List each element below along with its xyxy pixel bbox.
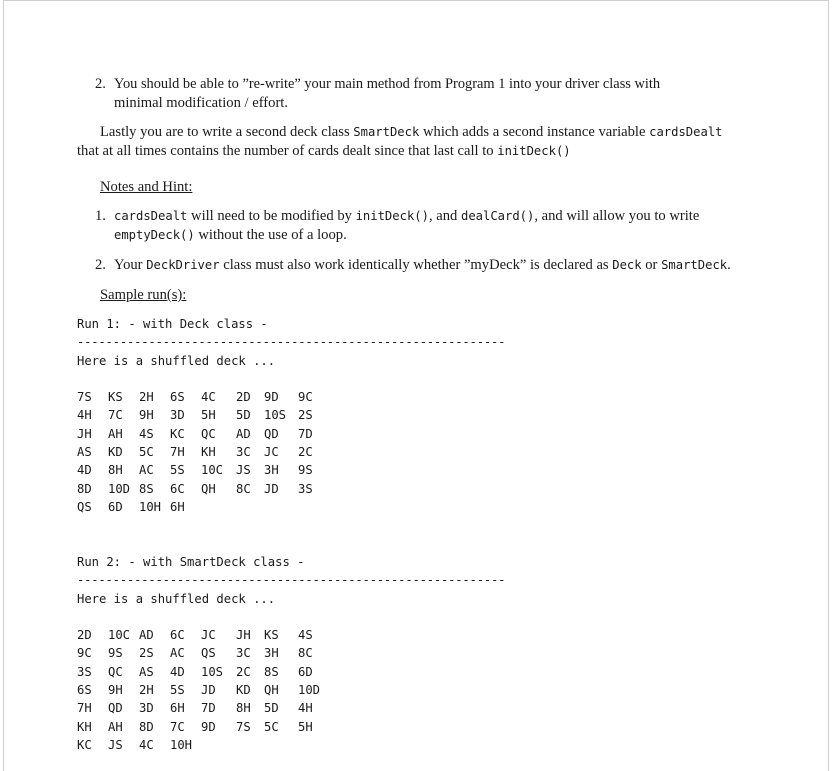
card-5s: 5S bbox=[170, 463, 185, 478]
card-10c: 10C bbox=[201, 463, 224, 478]
item2-line1: You should be able to ”re-write” your main method from Program 1 into your driver class with bbox=[114, 76, 661, 92]
card-4h: 4H bbox=[77, 408, 92, 423]
card-6h: 6H bbox=[170, 499, 185, 514]
card-7d: 7D bbox=[201, 701, 216, 716]
card-6c: 6C bbox=[170, 628, 185, 642]
card-3d: 3D bbox=[139, 701, 154, 716]
card-8d: 8D bbox=[139, 719, 154, 734]
card-8s: 8S bbox=[139, 481, 154, 496]
card-jh: JH bbox=[236, 628, 251, 642]
card-jh: JH bbox=[77, 426, 92, 441]
card-3h: 3H bbox=[264, 646, 279, 661]
note1-line2: emptyDeck() without the use of a loop. bbox=[114, 227, 347, 243]
card-kh: KH bbox=[201, 444, 216, 459]
card-4d: 4D bbox=[77, 463, 92, 478]
run2-header: Run 2: - with SmartDeck class - bbox=[77, 555, 305, 569]
card-7s: 7S bbox=[236, 719, 251, 734]
card-5c: 5C bbox=[139, 444, 154, 459]
card-2c: 2C bbox=[236, 664, 251, 679]
card-3s: 3S bbox=[298, 481, 313, 496]
card-jd: JD bbox=[264, 481, 279, 496]
note1-line1: cardsDealt will need to be modified by initDeck(), and dealCard(), and will allow you to write bbox=[114, 208, 700, 224]
code-cardsdealt: cardsDealt bbox=[649, 125, 723, 139]
card-6d: 6D bbox=[298, 664, 313, 679]
card-10s: 10S bbox=[201, 664, 224, 679]
card-kd: KD bbox=[108, 444, 123, 459]
card-10c: 10C bbox=[108, 628, 131, 642]
card-jd: JD bbox=[201, 682, 216, 697]
card-6s: 6S bbox=[77, 682, 92, 697]
card-8h: 8H bbox=[108, 463, 123, 478]
card-10d: 10D bbox=[298, 682, 321, 697]
card-4h: 4H bbox=[298, 701, 313, 716]
note1-number: 1. bbox=[95, 208, 106, 224]
card-9s: 9S bbox=[108, 646, 123, 661]
card-9c: 9C bbox=[298, 390, 313, 404]
card-6d: 6D bbox=[108, 499, 123, 514]
card-js: JS bbox=[236, 463, 251, 478]
card-as: AS bbox=[139, 664, 154, 679]
card-qs: QS bbox=[201, 646, 216, 661]
card-2h: 2H bbox=[139, 682, 154, 697]
card-5h: 5H bbox=[298, 719, 313, 734]
card-6h: 6H bbox=[170, 701, 185, 716]
card-9d: 9D bbox=[201, 719, 216, 734]
card-7d: 7D bbox=[298, 426, 313, 441]
card-4c: 4C bbox=[139, 737, 154, 752]
card-7h: 7H bbox=[170, 444, 185, 459]
card-qc: QC bbox=[201, 426, 216, 441]
card-5s: 5S bbox=[170, 682, 185, 697]
card-ks: KS bbox=[264, 628, 279, 642]
card-2h: 2H bbox=[139, 390, 154, 404]
card-kd: KD bbox=[236, 682, 251, 697]
card-10h: 10H bbox=[170, 737, 193, 752]
run1-intro: Here is a shuffled deck ... bbox=[77, 354, 276, 368]
card-4c: 4C bbox=[201, 390, 216, 404]
card-10s: 10S bbox=[264, 408, 287, 423]
card-ah: AH bbox=[108, 719, 123, 734]
card-8c: 8C bbox=[298, 646, 313, 661]
card-4s: 4S bbox=[139, 426, 154, 441]
card-9h: 9H bbox=[139, 408, 154, 423]
card-9s: 9S bbox=[298, 463, 313, 478]
card-10h: 10H bbox=[139, 499, 162, 514]
code-initdeck: initDeck() bbox=[497, 144, 571, 158]
card-7s: 7S bbox=[77, 390, 92, 404]
card-2s: 2S bbox=[139, 646, 154, 661]
card-ah: AH bbox=[108, 426, 123, 441]
card-8c: 8C bbox=[236, 481, 251, 496]
card-js: JS bbox=[108, 737, 123, 752]
note2-number: 2. bbox=[95, 257, 106, 273]
card-9c: 9C bbox=[77, 646, 92, 661]
card-2c: 2C bbox=[298, 444, 313, 459]
card-3c: 3C bbox=[236, 444, 251, 459]
item2-number: 2. bbox=[95, 76, 106, 92]
card-qd: QD bbox=[108, 701, 123, 716]
card-5d: 5D bbox=[264, 701, 279, 716]
card-2s: 2S bbox=[298, 408, 313, 423]
card-ac: AC bbox=[170, 646, 185, 661]
run2-divider: ------------------------------------------------------------ bbox=[77, 573, 506, 587]
card-qs: QS bbox=[77, 499, 92, 514]
card-9h: 9H bbox=[108, 682, 123, 697]
card-ac: AC bbox=[139, 463, 154, 478]
card-ks: KS bbox=[108, 390, 123, 404]
card-5d: 5D bbox=[236, 408, 251, 423]
card-4d: 4D bbox=[170, 664, 185, 679]
card-9d: 9D bbox=[264, 390, 279, 404]
card-kc: KC bbox=[77, 737, 92, 752]
card-4s: 4S bbox=[298, 628, 313, 642]
card-6c: 6C bbox=[170, 481, 185, 496]
card-3s: 3S bbox=[77, 664, 92, 679]
card-8h: 8H bbox=[236, 701, 251, 716]
card-ad: AD bbox=[139, 628, 154, 642]
paragraph-line2: that at all times contains the number of cards dealt since that last call to initDeck() bbox=[77, 143, 571, 159]
run2-intro: Here is a shuffled deck ... bbox=[77, 592, 276, 606]
card-qh: QH bbox=[264, 682, 279, 697]
card-3h: 3H bbox=[264, 463, 279, 478]
card-as: AS bbox=[77, 444, 92, 459]
card-6s: 6S bbox=[170, 390, 185, 404]
run1-header: Run 1: - with Deck class - bbox=[77, 317, 268, 331]
run1-divider: ------------------------------------------------------------ bbox=[77, 335, 506, 349]
paragraph-line1: Lastly you are to write a second deck class SmartDeck which adds a second instance variable cardsDealt bbox=[100, 124, 723, 140]
card-qh: QH bbox=[201, 481, 216, 496]
card-jc: JC bbox=[201, 628, 216, 642]
card-3d: 3D bbox=[170, 408, 185, 423]
card-5c: 5C bbox=[264, 719, 279, 734]
item2-line2: minimal modification / effort. bbox=[114, 95, 289, 111]
card-2d: 2D bbox=[77, 628, 92, 642]
notes-heading: Notes and Hint: bbox=[100, 179, 193, 195]
card-5h: 5H bbox=[201, 408, 216, 423]
card-8s: 8S bbox=[264, 664, 279, 679]
card-qc: QC bbox=[108, 664, 123, 679]
document-page bbox=[3, 0, 829, 771]
card-7c: 7C bbox=[108, 408, 123, 423]
card-7c: 7C bbox=[170, 719, 185, 734]
card-7h: 7H bbox=[77, 701, 92, 716]
card-kh: KH bbox=[77, 719, 92, 734]
card-2d: 2D bbox=[236, 390, 251, 404]
code-smartdeck: SmartDeck bbox=[353, 125, 420, 139]
note2-line: Your DeckDriver class must also work identically whether ”myDeck” is declared as Deck or SmartDeck. bbox=[114, 257, 731, 273]
card-qd: QD bbox=[264, 426, 279, 441]
sample-runs-heading: Sample run(s): bbox=[100, 287, 187, 303]
card-10d: 10D bbox=[108, 481, 131, 496]
card-jc: JC bbox=[264, 444, 279, 459]
card-ad: AD bbox=[236, 426, 251, 441]
card-3c: 3C bbox=[236, 646, 251, 661]
card-8d: 8D bbox=[77, 481, 92, 496]
card-kc: KC bbox=[170, 426, 185, 441]
